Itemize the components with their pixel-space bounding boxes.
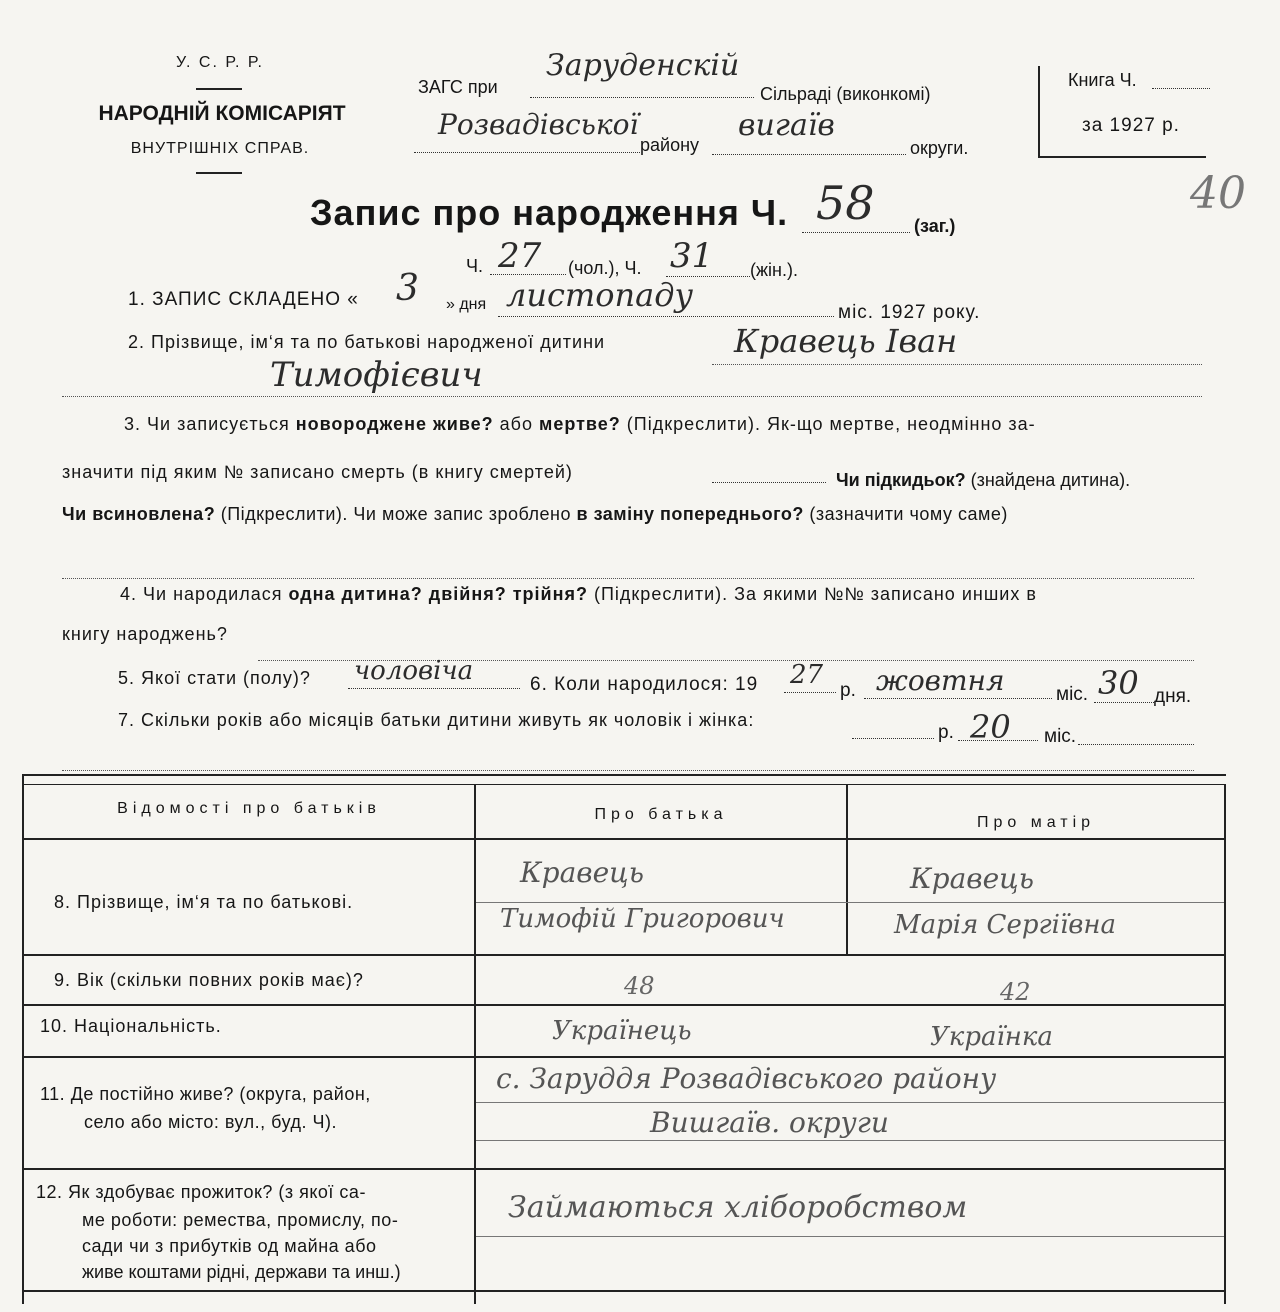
item6-month-suffix: міс.	[1056, 684, 1089, 705]
row9-mother-age: 42	[1000, 978, 1031, 1006]
book-box-left-border	[1038, 66, 1040, 158]
item5-answer-line	[348, 688, 520, 689]
row10-label: 10. Національність.	[40, 1016, 222, 1036]
item6-year-suffix: р.	[840, 680, 856, 701]
row12-label-line1: 12. Як здобуває прожиток? (з якої са-	[36, 1182, 366, 1202]
district-handwritten: Розвадівської	[438, 108, 639, 141]
record-number-handwritten: 58	[816, 176, 875, 230]
item3-line3: Чи всиновлена? (Підкреслити). Чи може запис зроблено в заміну попереднього? (зазначити чому саме)	[62, 504, 1008, 524]
item1-month-line	[498, 316, 834, 317]
book-year-label: за 1927 р.	[1082, 115, 1180, 136]
item6-year-line	[784, 692, 836, 693]
book-box-bottom-border	[1038, 156, 1206, 158]
female-count-handwritten: 31	[670, 236, 714, 276]
row12-occupation: Займаються хліборобством	[508, 1190, 968, 1225]
row11-label-line1: 11. Де постійно живе? (округа, район,	[40, 1084, 371, 1104]
row8-bottom	[22, 954, 1226, 956]
row9-bottom	[22, 1004, 1226, 1006]
item2-name-handwritten: Кравець Іван	[734, 322, 958, 360]
table-header-father: Про батька	[594, 806, 728, 823]
row12-label-line3: сади чи з прибутків од майна або	[82, 1236, 377, 1256]
male-label: (чол.), Ч.	[568, 258, 642, 278]
item1-prefix: 1. ЗАПИС СКЛАДЕНО «	[128, 289, 359, 310]
item1-month-handwritten: листопаду	[506, 276, 694, 314]
male-count-prefix: Ч.	[466, 256, 483, 276]
row11-residence-line2: Вишгаїв. округи	[650, 1106, 889, 1139]
zags-council-label: Сільраді (виконкомі)	[760, 84, 931, 104]
row11-residence-line1: с. Заруддя Розвадівського району	[496, 1062, 997, 1095]
row11-divider-2	[476, 1140, 1224, 1141]
table-right-border	[1224, 784, 1226, 1304]
female-label: (жін.).	[750, 260, 798, 280]
republic-label: У. С. Р. Р.	[175, 54, 264, 71]
item7-months-suffix: міс.	[1044, 726, 1077, 747]
item7-years-suffix: р.	[938, 722, 954, 743]
table-header-bottom	[22, 838, 1226, 840]
item7-years-line	[852, 738, 934, 739]
row10-mother-nationality: Українка	[930, 1022, 1053, 1052]
item3-blank-line	[62, 578, 1194, 579]
record-total-suffix: (заг.)	[914, 216, 956, 236]
row8-label: 8. Прізвище, ім‘я та по батькові.	[54, 892, 354, 912]
book-number-line	[1152, 88, 1210, 89]
table-bottom-border	[22, 1290, 1226, 1292]
header-divider-top	[196, 88, 242, 90]
row8-divider	[476, 902, 1224, 903]
table-header-mother: Про матір	[976, 814, 1096, 831]
table-top-border-inner	[22, 784, 1226, 785]
table-top-border	[22, 774, 1226, 776]
okruha-handwritten: вигаїв	[738, 108, 835, 143]
item7-label: 7. Скільки років або місяців батьки дитини живуть як чоловік і жінка:	[118, 710, 755, 730]
zags-village-line	[530, 97, 754, 98]
item3-line1: 3. Чи записується новороджене живе? або мертве? (Підкреслити). Як-що мертве, неодмінно за-	[124, 414, 1036, 434]
item2-patronymic-handwritten: Тимофієвич	[270, 355, 483, 395]
item2-label: 2. Прізвище, ім‘я та по батькові народженої дитини	[128, 332, 606, 352]
item5-handwritten: чоловіча	[354, 656, 474, 686]
row12-label-line4: живе коштами рідні, держави та инш.)	[82, 1262, 401, 1282]
item6-month-handwritten: жовтня	[876, 664, 1005, 697]
row9-father-age: 48	[624, 972, 655, 1000]
table-col-divider-1	[474, 784, 476, 1304]
commissariat-title: НАРОДНІЙ КОМІСАРІЯТ	[98, 102, 346, 125]
okruha-label: округи.	[910, 138, 969, 158]
item7-handwritten: 20	[970, 708, 1011, 746]
row10-father-nationality: Українець	[552, 1016, 692, 1046]
item5-label: 5. Якої стати (полу)?	[118, 668, 311, 688]
item6-month-line	[864, 698, 1052, 699]
item1-suffix: міс. 1927 року.	[838, 302, 981, 323]
department-label: ВНУТРІШНІХ СПРАВ.	[130, 140, 310, 157]
row8-mother-name: Марія Сергіївна	[894, 910, 1117, 940]
row8-mother-surname: Кравець	[910, 862, 1034, 895]
okruha-line	[712, 154, 906, 155]
item4-line1: 4. Чи народилася одна дитина? двійня? трійня? (Підкреслити). За якими №№ записано инших в	[120, 584, 1037, 604]
zags-prefix: ЗАГС при	[418, 77, 498, 97]
item2-name-line	[712, 364, 1202, 365]
table-left-border	[22, 774, 24, 1304]
item7-tail-line	[1078, 744, 1194, 745]
header-divider-bottom	[196, 172, 242, 174]
item4-line2: книгу народжень?	[62, 624, 228, 644]
item3-line2-b: Чи підкидьок? (знайдена дитина).	[836, 470, 1131, 490]
row9-label: 9. Вік (скільки повних років має)?	[54, 970, 364, 990]
row12-label-line2: ме роботи: ремества, промислу, по-	[82, 1210, 399, 1230]
item6-day-line	[1094, 702, 1154, 703]
district-label: району	[640, 135, 700, 155]
item3-line2-a: значити під яким № записано смерть (в книгу смертей)	[62, 462, 573, 482]
item6-day-suffix: дня.	[1154, 686, 1192, 707]
item6-year-handwritten: 27	[790, 660, 824, 690]
item3-death-number-line	[712, 482, 826, 483]
row12-divider	[476, 1236, 1224, 1237]
table-col-divider-2	[846, 784, 848, 954]
row8-father-surname: Кравець	[520, 856, 644, 889]
row8-father-name: Тимофій Григорович	[500, 904, 785, 934]
record-number-line	[802, 232, 910, 233]
margin-number-handwritten: 40	[1190, 168, 1246, 219]
male-count-handwritten: 27	[498, 236, 542, 276]
row11-bottom	[22, 1168, 1226, 1170]
table-header-info: Відомості про батьків	[117, 800, 381, 817]
item6-day-handwritten: 30	[1098, 664, 1139, 702]
row10-bottom	[22, 1056, 1226, 1058]
item7-blank-line	[62, 770, 1194, 771]
item2-second-line	[62, 396, 1202, 397]
district-line	[414, 152, 640, 153]
zags-village-handwritten: Заруденскій	[546, 48, 740, 83]
item6-label: 6. Коли народилося: 19	[530, 674, 759, 695]
item1-day-label: » дня	[446, 296, 487, 313]
record-title: Запис про народження Ч.	[310, 192, 789, 233]
book-number-label: Книга Ч.	[1068, 70, 1137, 90]
row11-divider	[476, 1102, 1224, 1103]
row11-label-line2: село або місто: вул., буд. Ч).	[84, 1112, 337, 1132]
item1-day-handwritten: 3	[396, 268, 419, 309]
